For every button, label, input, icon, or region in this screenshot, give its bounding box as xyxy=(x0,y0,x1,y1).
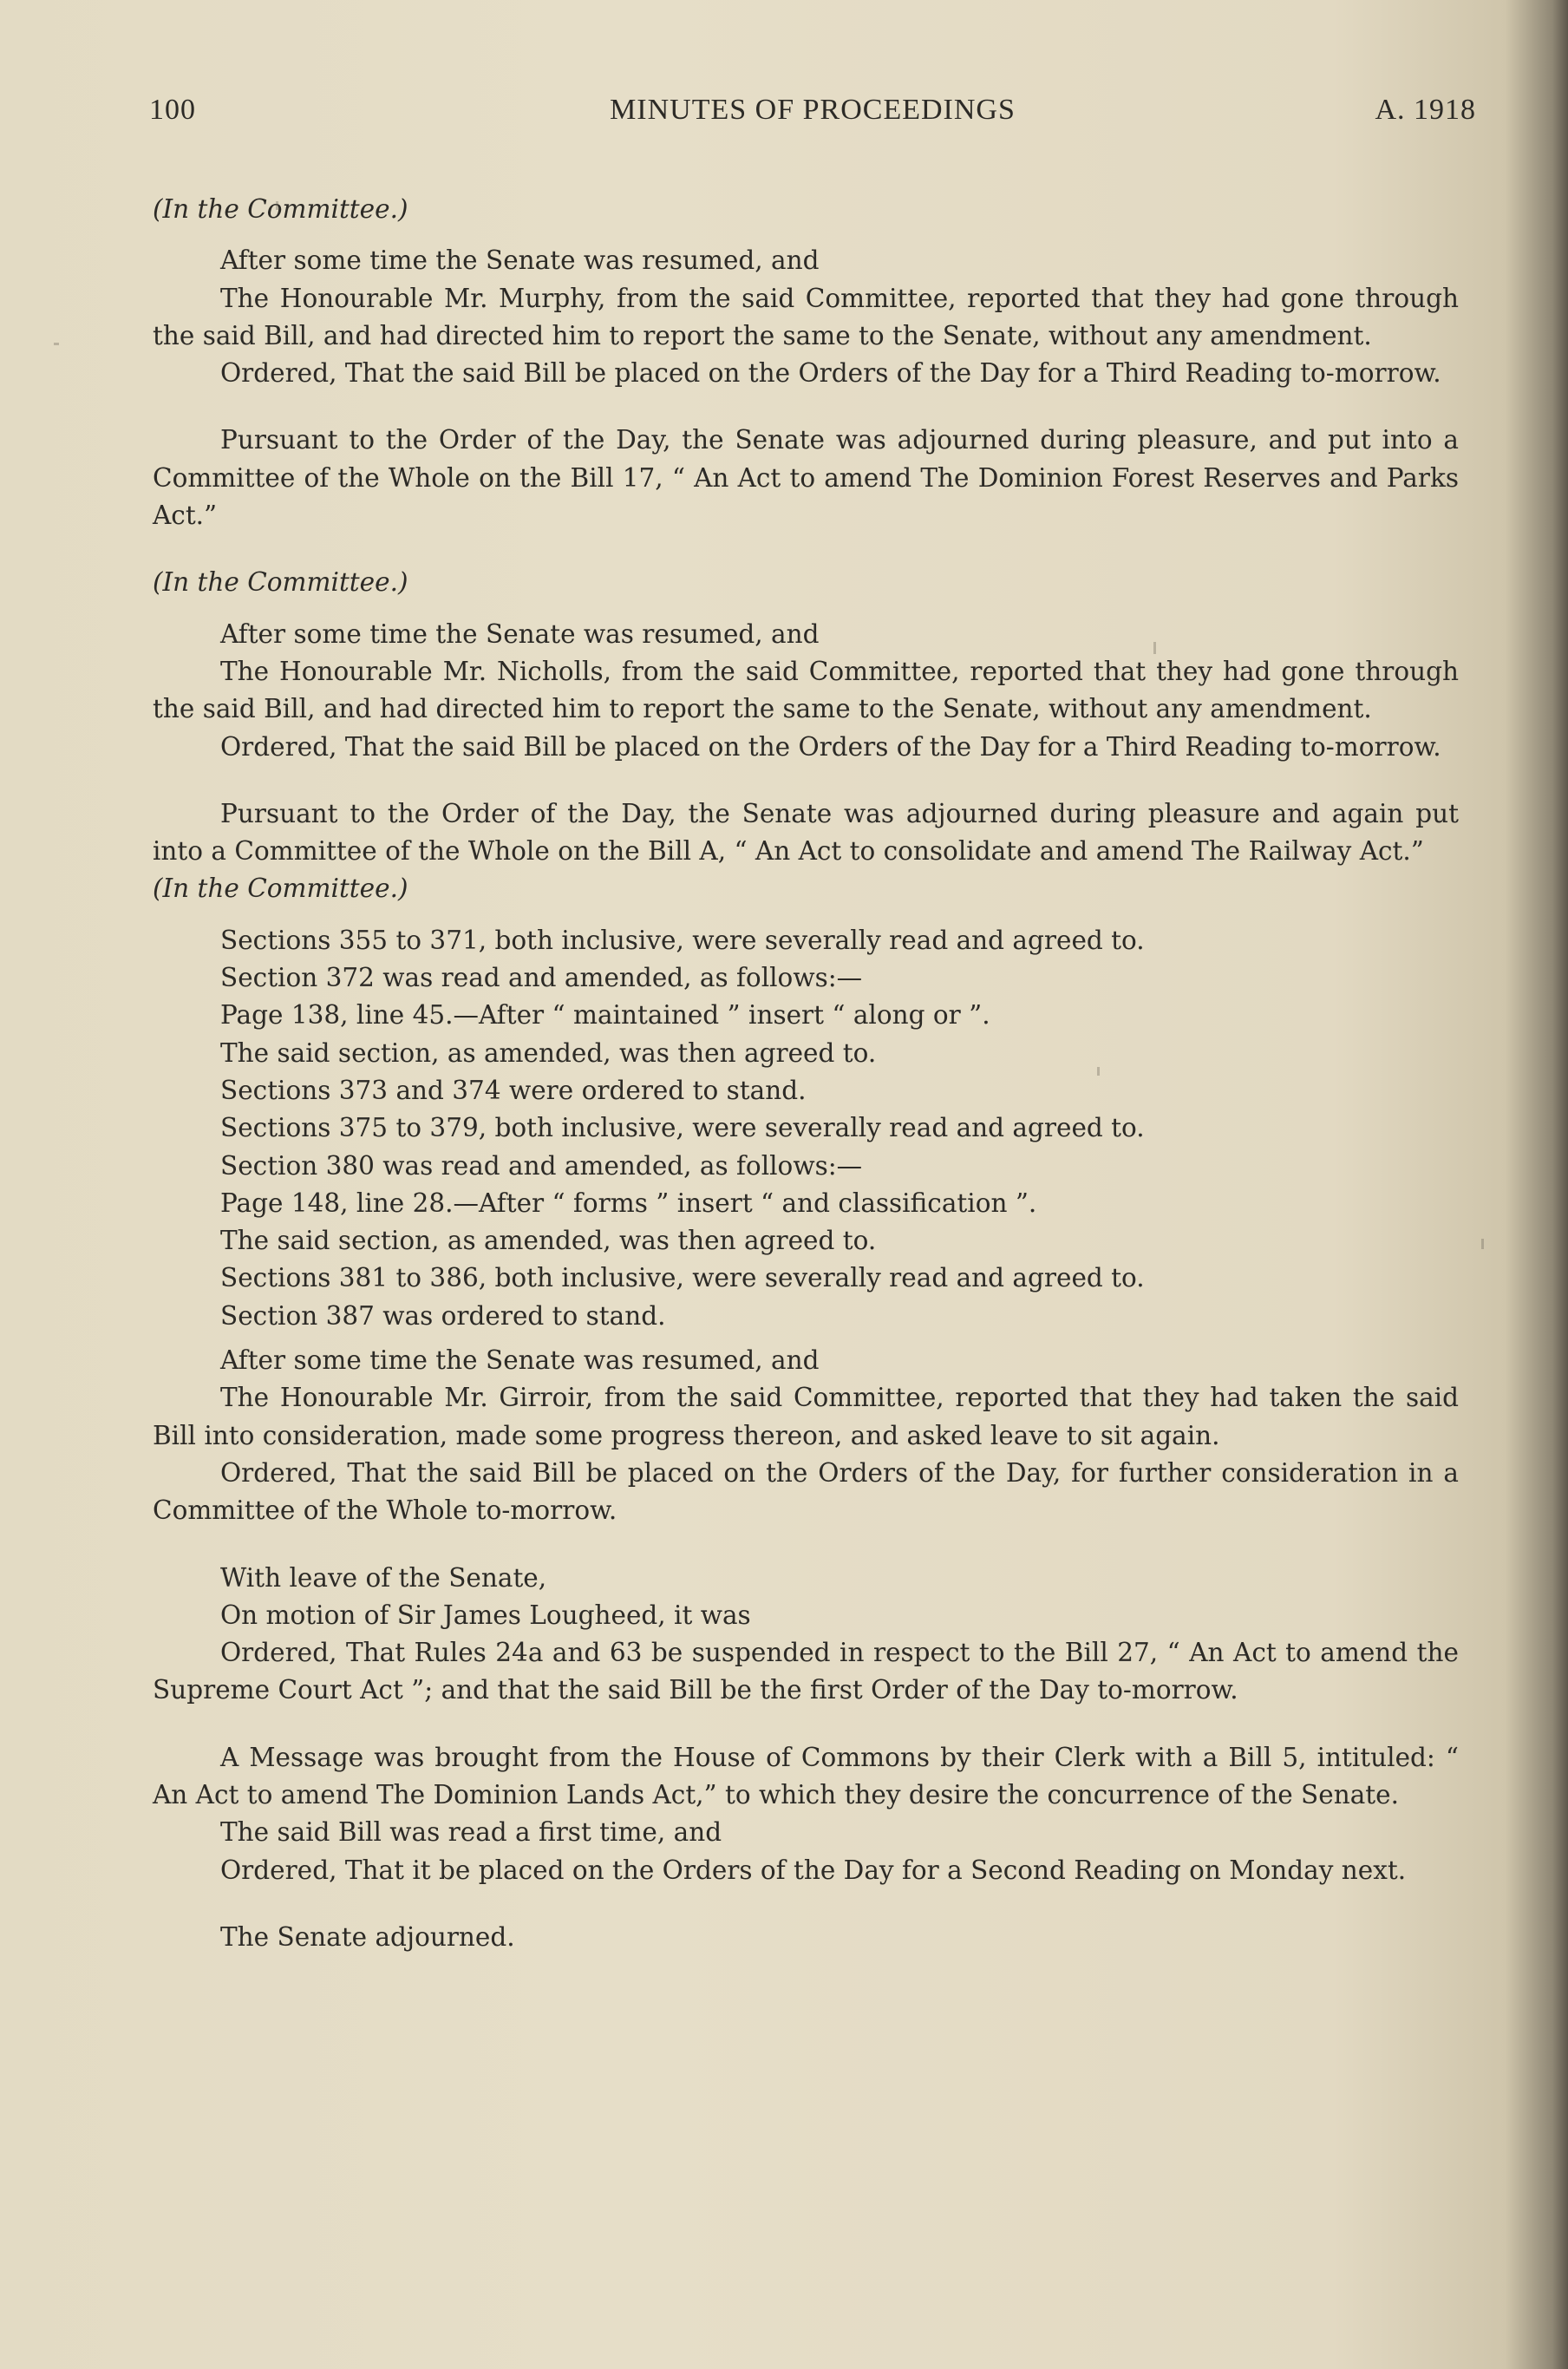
paragraph: Pursuant to the Order of the Day, the Senate was adjourned during pleasure and again put into a Committee of the Whole on the Bill A, “ An Act to consolidate and amend The Railway Act.” xyxy=(153,798,1459,867)
page-number: 100 xyxy=(149,94,196,126)
paragraph: Section 387 was ordered to stand. xyxy=(220,1300,666,1331)
page-title: MINUTES OF PROCEEDINGS xyxy=(610,94,1016,126)
scan-speck xyxy=(54,343,59,345)
paragraph: The Honourable Mr. Murphy, from the said Committee, reported that they had gone through the said Bill, and had directed him to report the same to the Senate, without any amendment. xyxy=(153,283,1459,350)
paragraph: After some time the Senate was resumed, and xyxy=(220,245,820,276)
paragraph: After some time the Senate was resumed, and xyxy=(220,1345,820,1376)
paragraph: On motion of Sir James Lougheed, it was xyxy=(220,1600,751,1630)
paragraph: Sections 375 to 379, both inclusive, were severally read and agreed to. xyxy=(220,1113,1145,1143)
scan-speck xyxy=(276,201,278,210)
paragraph: Sections 355 to 371, both inclusive, were severally read and agreed to. xyxy=(220,925,1145,955)
paragraph: Section 372 was read and amended, as follows:— xyxy=(220,963,863,993)
page-header xyxy=(149,94,1476,146)
paragraph: Pursuant to the Order of the Day, the Senate was adjourned during pleasure, and put into a Committee of the Whole on the Bill 17, “ An Act to amend The Dominion Forest Reserves and Parks Act.” xyxy=(153,425,1459,531)
scan-speck xyxy=(1153,642,1156,654)
paragraph: Ordered, That the said Bill be placed on the Orders of the Day for a Third Reading to-morrow. xyxy=(220,358,1441,389)
paragraph: A Message was brought from the House of Commons by their Clerk with a Bill 5, intituled: “ An Act to amend The Dominion Lands Act,” to which they desire the concurrence of the Senate. xyxy=(153,1742,1459,1809)
scan-speck xyxy=(1097,1067,1100,1076)
paragraph: Sections 381 to 386, both inclusive, were severally read and agreed to. xyxy=(220,1263,1145,1293)
section-heading: (In the Committee.) xyxy=(153,874,408,904)
page-body xyxy=(153,191,1459,1956)
scan-speck xyxy=(1481,1239,1484,1249)
paragraph: Ordered, That Rules 24a and 63 be suspended in respect to the Bill 27, “ An Act to amend the Supreme Court Act ”; and that the said Bill be the first Order of the Day to-morrow. xyxy=(153,1638,1459,1705)
paragraph: After some time the Senate was resumed, and xyxy=(220,618,820,649)
paragraph: Ordered, That it be placed on the Orders of the Day for a Second Reading on Monday next. xyxy=(220,1855,1407,1885)
paragraph: Page 148, line 28.—After “ forms ” insert “ and classification ”. xyxy=(220,1188,1037,1218)
page-year: A. 1918 xyxy=(1375,94,1476,126)
section-heading: (In the Committee.) xyxy=(153,194,408,224)
paragraph: Ordered, That the said Bill be placed on the Orders of the Day, for further consideration in a Committee of the Whole to-morrow. xyxy=(153,1457,1459,1526)
section-heading: (In the Committee.) xyxy=(153,567,408,598)
paragraph: Ordered, That the said Bill be placed on the Orders of the Day for a Third Reading to-morrow. xyxy=(220,731,1441,762)
paragraph: Page 138, line 45.—After “ maintained ” insert “ along or ”. xyxy=(220,1000,990,1031)
paragraph: The said section, as amended, was then agreed to. xyxy=(220,1037,877,1068)
paragraph: With leave of the Senate, xyxy=(220,1562,547,1593)
paragraph: The Senate adjourned. xyxy=(220,1921,515,1952)
paragraph: The said section, as amended, was then agreed to. xyxy=(220,1226,877,1256)
paragraph: The Honourable Mr. Nicholls, from the said Committee, reported that they had gone through the said Bill, and had directed him to report the same to the Senate, without any amendment. xyxy=(153,656,1459,724)
paragraph: The said Bill was read a first time, and xyxy=(220,1817,722,1848)
paragraph: The Honourable Mr. Girroir, from the said Committee, reported that they had taken the said Bill into consideration, made some progress thereon, and asked leave to sit again. xyxy=(153,1383,1459,1450)
paragraph: Section 380 was read and amended, as follows:— xyxy=(220,1150,863,1181)
paragraph: Sections 373 and 374 were ordered to stand. xyxy=(220,1075,807,1105)
